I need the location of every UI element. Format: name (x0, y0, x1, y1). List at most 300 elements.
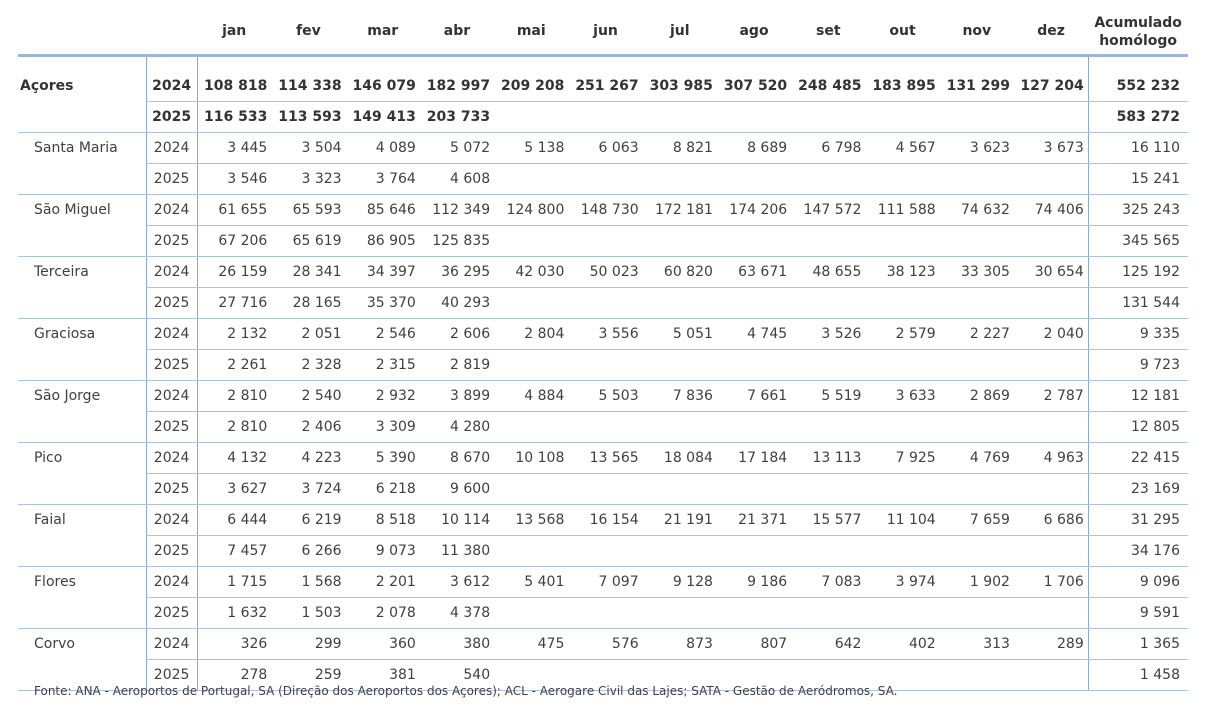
value-cell-out: 7 925 (865, 443, 939, 474)
value-cell-jul: 60 820 (643, 257, 717, 288)
value-cell-nov: 313 (940, 629, 1014, 660)
header-cumulative-line2: homólogo (1099, 33, 1178, 49)
region-cell: Flores (34, 574, 76, 591)
value-cell-jul: 21 191 (643, 505, 717, 536)
value-cell-fev: 259 (271, 660, 345, 691)
value-cell-mai: 209 208 (494, 71, 568, 102)
value-cell-mar: 381 (346, 660, 420, 691)
value-cell-fev: 1 568 (271, 567, 345, 598)
value-cell-jul: 8 821 (643, 133, 717, 164)
value-cell-jan: 1 632 (197, 598, 271, 629)
value-cell-dez: 1 706 (1014, 567, 1088, 598)
value-cell-fev: 28 165 (271, 288, 345, 319)
value-cell-ago: 174 206 (717, 195, 791, 226)
value-cell-jun: 3 556 (568, 319, 642, 350)
value-cell-jun (568, 102, 642, 133)
value-cell-out (865, 164, 939, 195)
table-row (18, 319, 1188, 350)
value-cell-jul (643, 164, 717, 195)
value-cell-dez (1014, 226, 1088, 257)
value-cell-ago: 63 671 (717, 257, 791, 288)
region-cell (18, 164, 146, 195)
region-cell: Pico (34, 450, 63, 467)
value-cell-ago (717, 350, 791, 381)
value-cell-jul: 7 836 (643, 381, 717, 412)
table-row (18, 598, 1188, 629)
value-cell-jul (643, 598, 717, 629)
value-cell-jan: 3 546 (197, 164, 271, 195)
region-cell: Santa Maria (34, 140, 118, 157)
table-row (18, 164, 1188, 195)
cumulative-cell: 34 176 (1088, 536, 1188, 567)
value-cell-nov (940, 660, 1014, 691)
value-cell-mar: 2 315 (346, 350, 420, 381)
value-cell-jul: 5 051 (643, 319, 717, 350)
value-cell-ago (717, 164, 791, 195)
value-cell-ago: 17 184 (717, 443, 791, 474)
year-cell: 2024 (146, 195, 197, 226)
cumulative-cell: 583 272 (1088, 102, 1188, 133)
value-cell-out (865, 288, 939, 319)
value-cell-ago: 9 186 (717, 567, 791, 598)
value-cell-abr: 8 670 (420, 443, 494, 474)
region-cell (18, 412, 146, 443)
value-cell-jul (643, 288, 717, 319)
value-cell-dez: 74 406 (1014, 195, 1088, 226)
value-cell-mar: 9 073 (346, 536, 420, 567)
table-row (18, 226, 1188, 257)
value-cell-ago: 4 745 (717, 319, 791, 350)
value-cell-ago (717, 536, 791, 567)
value-cell-abr: 203 733 (420, 102, 494, 133)
year-cell: 2024 (146, 133, 197, 164)
value-cell-jun (568, 288, 642, 319)
header-month-set: set (816, 23, 841, 39)
cumulative-cell: 325 243 (1088, 195, 1188, 226)
value-cell-jul: 18 084 (643, 443, 717, 474)
value-cell-jun: 148 730 (568, 195, 642, 226)
value-cell-dez (1014, 474, 1088, 505)
cumulative-cell: 1 458 (1088, 660, 1188, 691)
table-row (18, 350, 1188, 381)
passenger-table (18, 8, 1188, 691)
value-cell-mar: 360 (346, 629, 420, 660)
value-cell-set: 248 485 (791, 71, 865, 102)
year-cell: 2024 (146, 567, 197, 598)
value-cell-dez: 30 654 (1014, 257, 1088, 288)
value-cell-abr: 112 349 (420, 195, 494, 226)
table-row (18, 443, 1188, 474)
value-cell-mar: 2 078 (346, 598, 420, 629)
source-note: Fonte: ANA - Aeroportos de Portugal, SA (Direção dos Aeroportos dos Açores); ACL - Aerogare Civil das Lajes; SATA - Gestão de Aeródromos, SA. (34, 684, 898, 698)
value-cell-jun: 576 (568, 629, 642, 660)
value-cell-dez: 289 (1014, 629, 1088, 660)
value-cell-jun: 50 023 (568, 257, 642, 288)
value-cell-jun (568, 164, 642, 195)
value-cell-jan: 67 206 (197, 226, 271, 257)
region-cell (18, 350, 146, 381)
value-cell-dez: 4 963 (1014, 443, 1088, 474)
header-month-out: out (889, 23, 916, 39)
value-cell-dez (1014, 598, 1088, 629)
value-cell-abr: 11 380 (420, 536, 494, 567)
value-cell-jan: 278 (197, 660, 271, 691)
region-cell: Graciosa (34, 326, 96, 343)
year-cell: 2024 (146, 381, 197, 412)
table-row (18, 567, 1188, 598)
table-row (18, 536, 1188, 567)
spacer-row (18, 56, 1188, 72)
value-cell-fev: 1 503 (271, 598, 345, 629)
year-cell: 2025 (146, 474, 197, 505)
value-cell-jul: 172 181 (643, 195, 717, 226)
value-cell-set: 3 526 (791, 319, 865, 350)
region-cell (18, 598, 146, 629)
region-cell (18, 226, 146, 257)
value-cell-jun: 16 154 (568, 505, 642, 536)
value-cell-jan: 2 132 (197, 319, 271, 350)
year-cell: 2025 (146, 164, 197, 195)
value-cell-mai: 5 138 (494, 133, 568, 164)
value-cell-mai (494, 350, 568, 381)
value-cell-out: 111 588 (865, 195, 939, 226)
table-row (18, 474, 1188, 505)
value-cell-mar: 3 309 (346, 412, 420, 443)
value-cell-dez (1014, 660, 1088, 691)
value-cell-fev: 65 593 (271, 195, 345, 226)
value-cell-jun (568, 350, 642, 381)
value-cell-set (791, 288, 865, 319)
value-cell-ago: 8 689 (717, 133, 791, 164)
header-year (146, 8, 197, 56)
value-cell-out: 402 (865, 629, 939, 660)
value-cell-nov (940, 350, 1014, 381)
value-cell-abr: 3 612 (420, 567, 494, 598)
value-cell-jan: 27 716 (197, 288, 271, 319)
value-cell-mai: 2 804 (494, 319, 568, 350)
value-cell-mai: 42 030 (494, 257, 568, 288)
value-cell-mar: 2 932 (346, 381, 420, 412)
value-cell-nov (940, 412, 1014, 443)
cumulative-cell: 1 365 (1088, 629, 1188, 660)
value-cell-jul (643, 412, 717, 443)
value-cell-jun (568, 598, 642, 629)
value-cell-jan: 6 444 (197, 505, 271, 536)
value-cell-jun: 251 267 (568, 71, 642, 102)
value-cell-dez: 3 673 (1014, 133, 1088, 164)
value-cell-mar: 3 764 (346, 164, 420, 195)
value-cell-dez (1014, 536, 1088, 567)
value-cell-fev: 113 593 (271, 102, 345, 133)
value-cell-jul (643, 102, 717, 133)
cumulative-cell: 22 415 (1088, 443, 1188, 474)
header-row (18, 8, 1188, 56)
value-cell-set (791, 350, 865, 381)
value-cell-set: 13 113 (791, 443, 865, 474)
value-cell-jan: 26 159 (197, 257, 271, 288)
value-cell-fev: 2 328 (271, 350, 345, 381)
value-cell-jul (643, 226, 717, 257)
value-cell-jun (568, 226, 642, 257)
value-cell-dez (1014, 412, 1088, 443)
cumulative-cell: 23 169 (1088, 474, 1188, 505)
year-cell: 2025 (146, 536, 197, 567)
value-cell-nov (940, 102, 1014, 133)
value-cell-mai (494, 536, 568, 567)
value-cell-set: 48 655 (791, 257, 865, 288)
value-cell-mar: 4 089 (346, 133, 420, 164)
year-cell: 2025 (146, 660, 197, 691)
value-cell-abr: 182 997 (420, 71, 494, 102)
year-cell: 2024 (146, 257, 197, 288)
region-cell (18, 536, 146, 567)
table-row (18, 102, 1188, 133)
table-row (18, 288, 1188, 319)
value-cell-set: 147 572 (791, 195, 865, 226)
value-cell-abr: 4 608 (420, 164, 494, 195)
table-row (18, 257, 1188, 288)
value-cell-fev: 3 724 (271, 474, 345, 505)
value-cell-set (791, 226, 865, 257)
region-cell (18, 474, 146, 505)
value-cell-jan: 326 (197, 629, 271, 660)
value-cell-ago (717, 288, 791, 319)
value-cell-nov (940, 288, 1014, 319)
value-cell-jun: 5 503 (568, 381, 642, 412)
header-month-jul: jul (669, 23, 690, 39)
value-cell-fev: 2 051 (271, 319, 345, 350)
year-cell: 2024 (146, 629, 197, 660)
value-cell-mai: 124 800 (494, 195, 568, 226)
value-cell-fev: 3 504 (271, 133, 345, 164)
value-cell-out: 3 974 (865, 567, 939, 598)
value-cell-abr: 2 819 (420, 350, 494, 381)
region-cell: São Jorge (34, 388, 101, 405)
value-cell-abr: 4 280 (420, 412, 494, 443)
value-cell-ago (717, 226, 791, 257)
value-cell-set: 6 798 (791, 133, 865, 164)
value-cell-jun (568, 536, 642, 567)
cumulative-cell: 345 565 (1088, 226, 1188, 257)
header-month-mar: mar (367, 23, 399, 39)
value-cell-abr: 380 (420, 629, 494, 660)
region-cell: Corvo (34, 636, 75, 653)
value-cell-fev: 28 341 (271, 257, 345, 288)
value-cell-jul (643, 474, 717, 505)
value-cell-mai (494, 226, 568, 257)
header-month-nov: nov (962, 23, 992, 39)
value-cell-mai: 475 (494, 629, 568, 660)
value-cell-out (865, 598, 939, 629)
value-cell-mai: 5 401 (494, 567, 568, 598)
value-cell-out (865, 226, 939, 257)
value-cell-abr: 2 606 (420, 319, 494, 350)
value-cell-nov: 2 227 (940, 319, 1014, 350)
value-cell-jul (643, 536, 717, 567)
year-cell: 2025 (146, 226, 197, 257)
value-cell-mai (494, 598, 568, 629)
value-cell-out: 3 633 (865, 381, 939, 412)
year-cell: 2024 (146, 319, 197, 350)
value-cell-jul: 873 (643, 629, 717, 660)
value-cell-set: 7 083 (791, 567, 865, 598)
table-row (18, 412, 1188, 443)
value-cell-nov (940, 164, 1014, 195)
value-cell-ago (717, 412, 791, 443)
value-cell-out: 11 104 (865, 505, 939, 536)
value-cell-fev: 65 619 (271, 226, 345, 257)
value-cell-fev: 6 219 (271, 505, 345, 536)
passenger-table-container (18, 8, 1188, 691)
table-row (18, 195, 1188, 226)
cumulative-cell: 31 295 (1088, 505, 1188, 536)
table-row (18, 629, 1188, 660)
value-cell-out (865, 350, 939, 381)
value-cell-mar: 86 905 (346, 226, 420, 257)
value-cell-out (865, 474, 939, 505)
value-cell-ago: 7 661 (717, 381, 791, 412)
value-cell-mar: 85 646 (346, 195, 420, 226)
value-cell-ago (717, 598, 791, 629)
value-cell-set (791, 474, 865, 505)
value-cell-jun: 6 063 (568, 133, 642, 164)
value-cell-abr: 36 295 (420, 257, 494, 288)
region-cell (18, 288, 146, 319)
header-month-jan: jan (222, 23, 247, 39)
value-cell-nov (940, 598, 1014, 629)
value-cell-jun: 7 097 (568, 567, 642, 598)
value-cell-mar: 2 201 (346, 567, 420, 598)
value-cell-jan: 3 627 (197, 474, 271, 505)
header-month-ago: ago (739, 23, 769, 39)
value-cell-jan: 116 533 (197, 102, 271, 133)
value-cell-out: 183 895 (865, 71, 939, 102)
value-cell-nov: 7 659 (940, 505, 1014, 536)
value-cell-mai (494, 288, 568, 319)
region-cell: Açores (20, 78, 74, 95)
value-cell-mar: 6 218 (346, 474, 420, 505)
value-cell-nov: 4 769 (940, 443, 1014, 474)
value-cell-mai (494, 474, 568, 505)
value-cell-mar: 5 390 (346, 443, 420, 474)
cumulative-cell: 16 110 (1088, 133, 1188, 164)
value-cell-nov (940, 474, 1014, 505)
value-cell-fev: 2 540 (271, 381, 345, 412)
value-cell-mai: 13 568 (494, 505, 568, 536)
header-month-mai: mai (516, 23, 546, 39)
value-cell-jan: 61 655 (197, 195, 271, 226)
value-cell-abr: 40 293 (420, 288, 494, 319)
value-cell-set: 5 519 (791, 381, 865, 412)
value-cell-jun (568, 474, 642, 505)
value-cell-dez (1014, 350, 1088, 381)
year-cell: 2025 (146, 412, 197, 443)
header-cumulative (1088, 8, 1188, 56)
value-cell-ago: 21 371 (717, 505, 791, 536)
value-cell-ago (717, 102, 791, 133)
value-cell-jan: 2 261 (197, 350, 271, 381)
value-cell-jan: 2 810 (197, 412, 271, 443)
value-cell-set: 642 (791, 629, 865, 660)
cumulative-cell: 552 232 (1088, 71, 1188, 102)
cumulative-cell: 125 192 (1088, 257, 1188, 288)
value-cell-dez: 127 204 (1014, 71, 1088, 102)
value-cell-jul: 303 985 (643, 71, 717, 102)
value-cell-jun (568, 412, 642, 443)
value-cell-jan: 108 818 (197, 71, 271, 102)
cumulative-cell: 12 805 (1088, 412, 1188, 443)
header-cumulative-line1: Acumulado (1094, 15, 1182, 31)
value-cell-nov (940, 536, 1014, 567)
value-cell-out: 38 123 (865, 257, 939, 288)
value-cell-nov (940, 226, 1014, 257)
value-cell-abr: 540 (420, 660, 494, 691)
value-cell-jan: 3 445 (197, 133, 271, 164)
value-cell-out: 2 579 (865, 319, 939, 350)
value-cell-mar: 2 546 (346, 319, 420, 350)
value-cell-abr: 125 835 (420, 226, 494, 257)
value-cell-dez: 2 787 (1014, 381, 1088, 412)
value-cell-nov: 3 623 (940, 133, 1014, 164)
region-cell: Faial (34, 512, 66, 529)
header-month-abr: abr (443, 23, 471, 39)
value-cell-mai (494, 412, 568, 443)
value-cell-ago: 807 (717, 629, 791, 660)
value-cell-out: 4 567 (865, 133, 939, 164)
value-cell-abr: 4 378 (420, 598, 494, 629)
header-month-fev: fev (296, 23, 321, 39)
value-cell-set (791, 598, 865, 629)
value-cell-mar: 34 397 (346, 257, 420, 288)
year-cell: 2025 (146, 350, 197, 381)
cumulative-cell: 12 181 (1088, 381, 1188, 412)
value-cell-mai: 10 108 (494, 443, 568, 474)
table-row (18, 505, 1188, 536)
value-cell-jun: 13 565 (568, 443, 642, 474)
value-cell-nov: 2 869 (940, 381, 1014, 412)
value-cell-out (865, 536, 939, 567)
value-cell-dez (1014, 164, 1088, 195)
value-cell-set (791, 536, 865, 567)
value-cell-jan: 2 810 (197, 381, 271, 412)
header-month-dez: dez (1037, 23, 1065, 39)
year-cell: 2024 (146, 505, 197, 536)
table-body (18, 56, 1188, 691)
value-cell-fev: 299 (271, 629, 345, 660)
value-cell-nov: 1 902 (940, 567, 1014, 598)
year-cell: 2024 (146, 443, 197, 474)
value-cell-set (791, 164, 865, 195)
value-cell-fev: 2 406 (271, 412, 345, 443)
value-cell-mar: 35 370 (346, 288, 420, 319)
value-cell-out (865, 102, 939, 133)
value-cell-fev: 4 223 (271, 443, 345, 474)
value-cell-fev: 6 266 (271, 536, 345, 567)
value-cell-nov: 74 632 (940, 195, 1014, 226)
table-row (18, 71, 1188, 102)
value-cell-jan: 7 457 (197, 536, 271, 567)
value-cell-jan: 4 132 (197, 443, 271, 474)
value-cell-ago: 307 520 (717, 71, 791, 102)
value-cell-jul (643, 350, 717, 381)
value-cell-dez: 6 686 (1014, 505, 1088, 536)
cumulative-cell: 9 335 (1088, 319, 1188, 350)
cumulative-cell: 9 591 (1088, 598, 1188, 629)
value-cell-dez (1014, 102, 1088, 133)
table-row (18, 133, 1188, 164)
value-cell-abr: 9 600 (420, 474, 494, 505)
value-cell-set: 15 577 (791, 505, 865, 536)
